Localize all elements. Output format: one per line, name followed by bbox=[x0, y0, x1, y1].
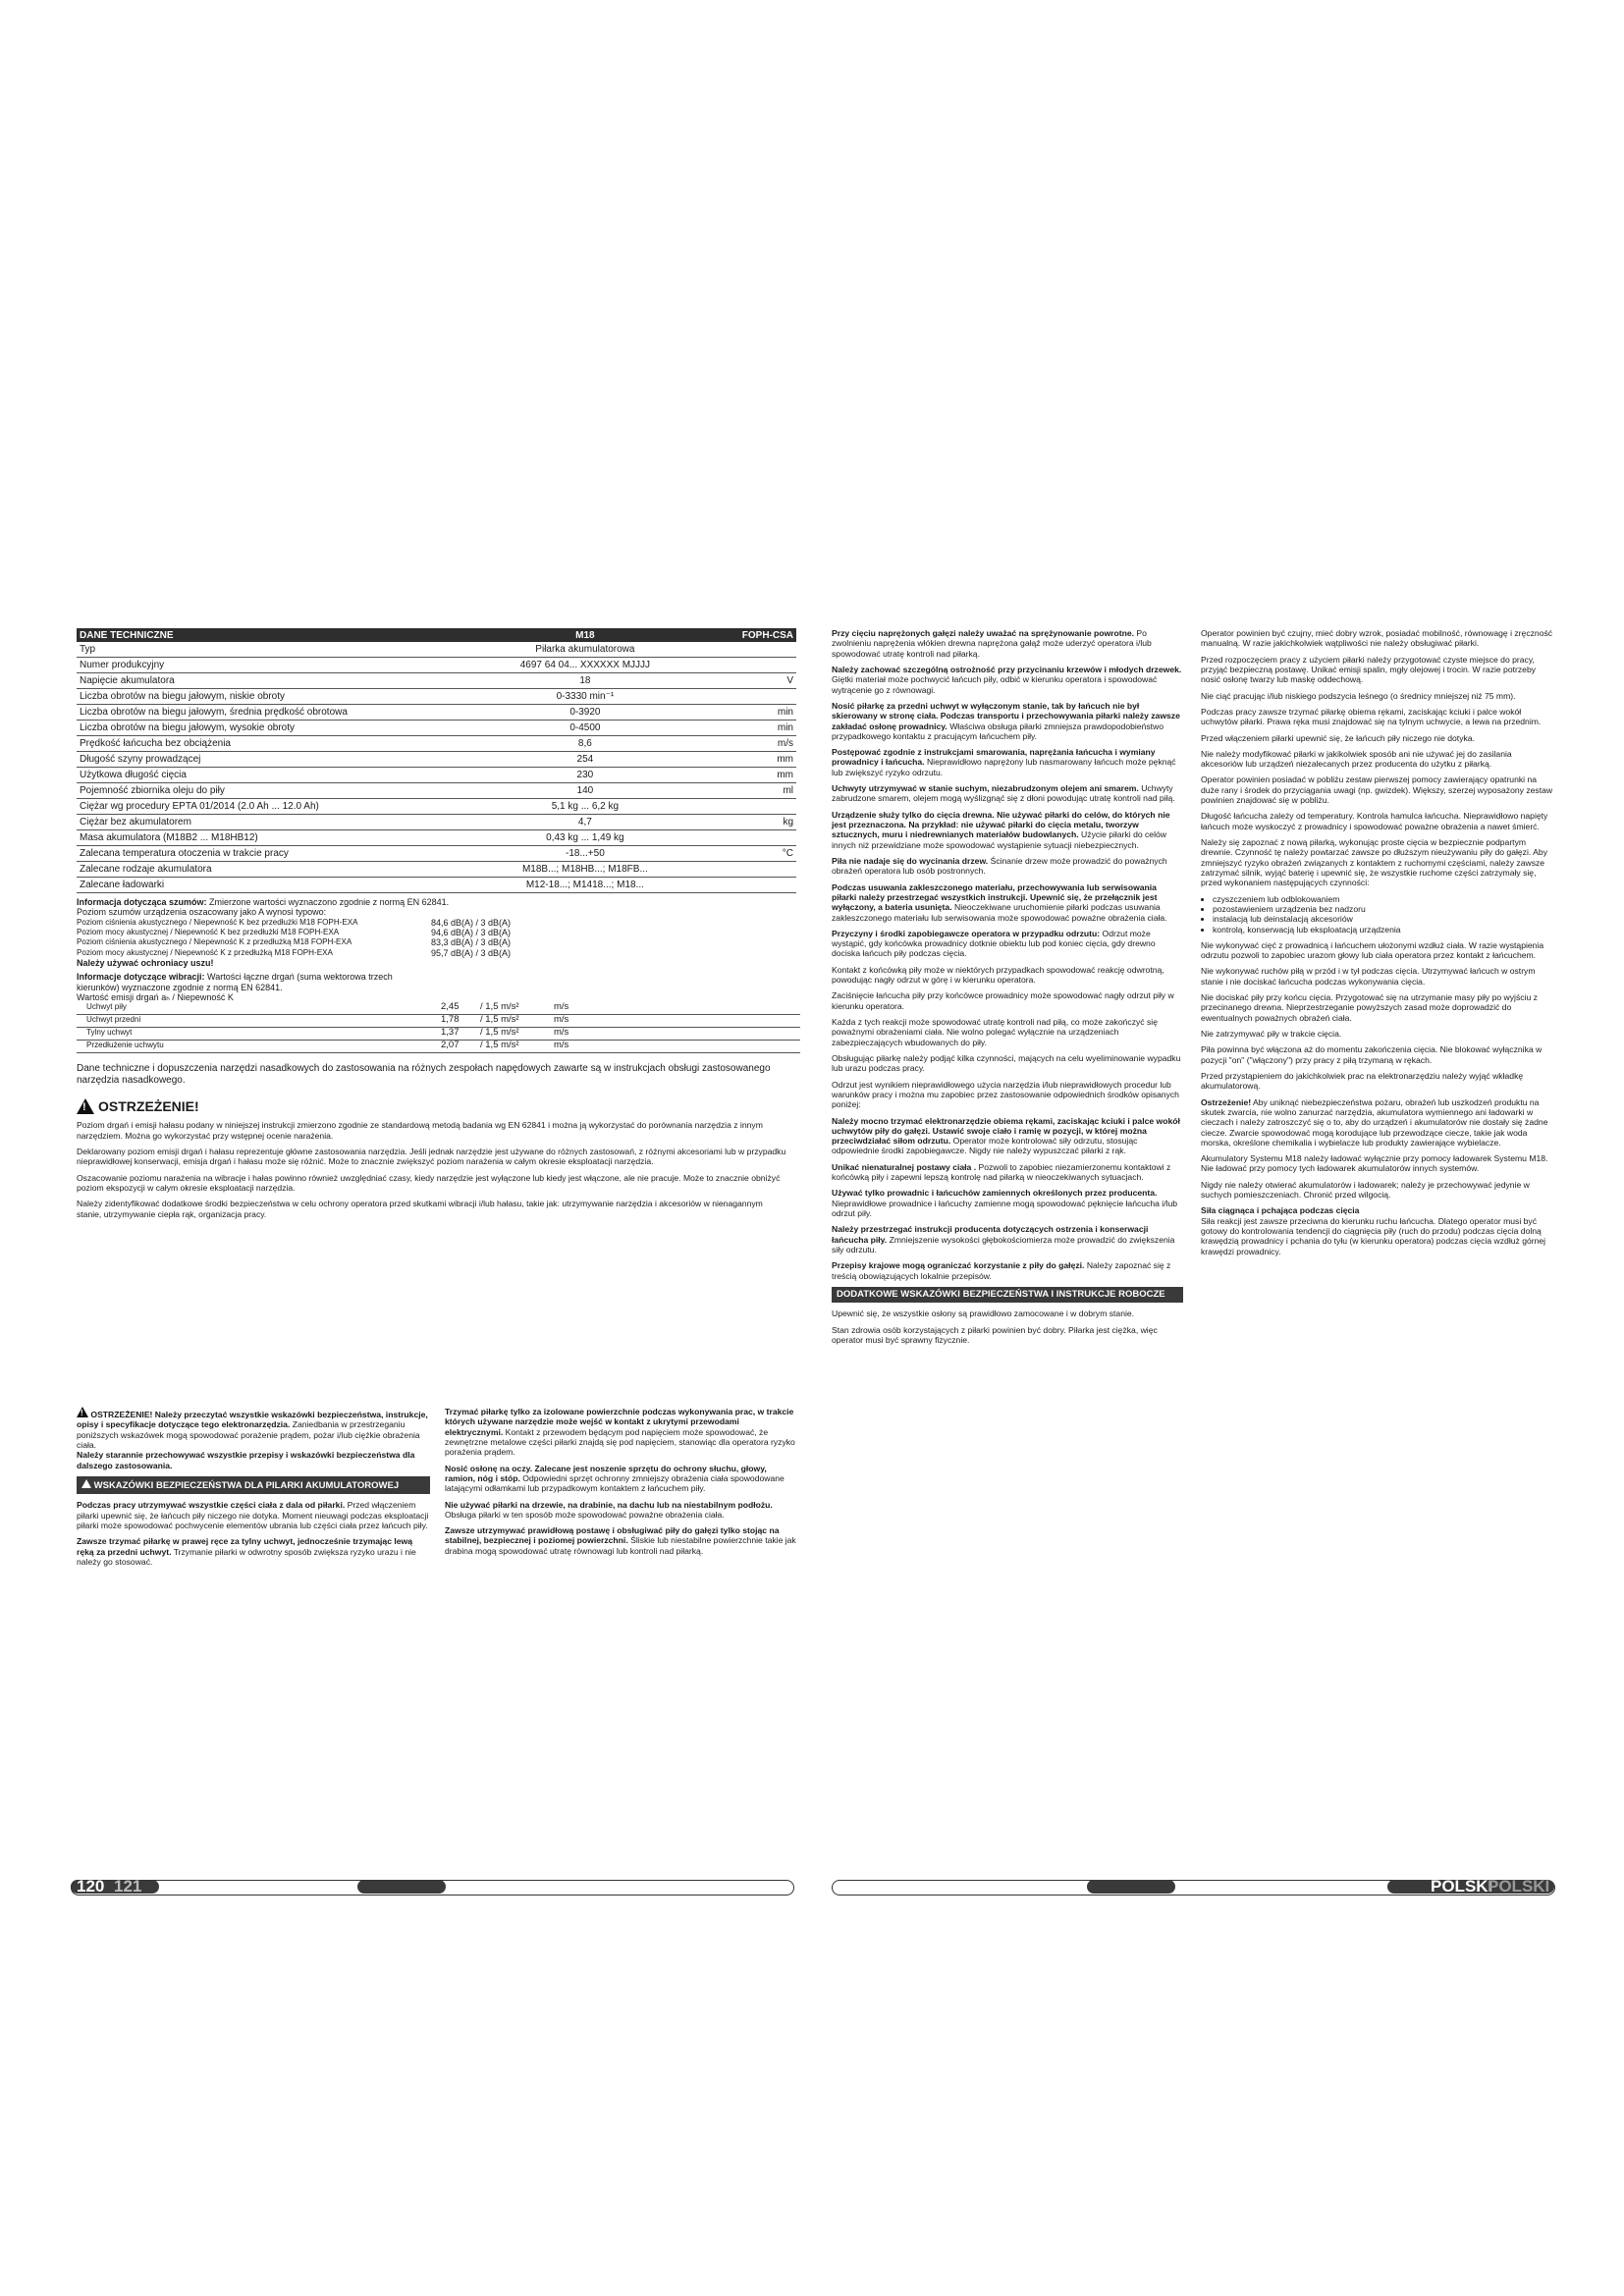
spec-row bbox=[77, 689, 796, 705]
col2-p1-rest: Kontakt z przewodem będącym pod napięciem może spowodować, że zewnętrzne metalowe części piłarki znajdą się pod napięciem, stanowiąc dla operatora ryzyko porażenia prądem. bbox=[445, 1426, 795, 1458]
safety-paragraph: Operator powinien posiadać w pobliżu zestaw pierwszej pomocy zawierający opatrunki na duże rany i środek do przyciągania uwagi (np. gwizdek). Większy, szerzej wyposażony zestaw powinien znajdować się w pobliżu. bbox=[1201, 774, 1553, 806]
safety-paragraph: Piła powinna być włączona aż do momentu zakończenia cięcia. Nie blokować wyłącznika w pozycji "on" ("włączony") przy pracy z piłą trzymaną w rękach. bbox=[1201, 1044, 1543, 1065]
spec-row bbox=[77, 799, 796, 815]
safety-paragraph-bold: Unikać nienaturalnej postawy ciała . bbox=[832, 1161, 977, 1172]
safety-paragraph: Długość łańcucha zależy od temperatury. Kontrola hamulca łańcucha. Nieprawidłowo napięty łańcuch może wyskoczyć z prowadnicy i spowodować poważne obrażenia a nawet śmierć. bbox=[1201, 811, 1548, 831]
section-heading bbox=[77, 1476, 430, 1494]
noise-row bbox=[77, 937, 800, 947]
spec-row bbox=[77, 642, 796, 658]
noise-value: 84,6 dB(A) / 3 dB(A) bbox=[431, 917, 512, 928]
vibration-value: 1,78 bbox=[441, 1014, 460, 1026]
col1-p1-bold: Podczas pracy utrzymywać wszystkie części ciała z dala od piłarki. bbox=[77, 1500, 346, 1511]
spec-row bbox=[77, 705, 796, 721]
col1-warn-rest: Zaniedbania w przestrzeganiu poniższych wskazówek mogą spowodować porażenie prądem, pożar i/lub ciężkie obrażenia ciała. bbox=[77, 1419, 420, 1450]
spec-row bbox=[77, 783, 796, 799]
safety-paragraph: Upewnić się, że wszystkie osłony są prawidłowo zamocowane i w dobrym stanie. bbox=[832, 1308, 1135, 1319]
spec-unit bbox=[739, 658, 796, 673]
safety-paragraph: Akumulatory Systemu M18 należy ładować wyłącznie przy pomocy ładowarek Systemu M18. Nie ładować przy pomocy tych ładowarek akumulatorów innych systemów. bbox=[1201, 1153, 1548, 1174]
safety-paragraph-bold: Piła nie nadaje się do wycinania drzew. bbox=[832, 855, 989, 866]
vibration-unit: m/s bbox=[554, 1014, 569, 1026]
safety-paragraph-text: Kontakt z końcówką piły może w niektórych przypadkach spowodować reakcję odwrotną, powodując nagły odrzut w górę i w kierunku operatora. bbox=[832, 964, 1164, 986]
safety-paragraph-bold: Przy cięciu naprężonych gałęzi należy uważać na sprężynowanie powrotne. bbox=[832, 628, 1135, 638]
safety-paragraph bbox=[832, 1188, 1183, 1218]
spec-unit: min bbox=[739, 705, 796, 721]
safety-paragraph bbox=[832, 783, 1183, 804]
spec-value: 0-4500 bbox=[431, 721, 739, 736]
safety-paragraph: Przed włączeniem piłarki upewnić się, że łańcuch piły niczego nie dotyka. bbox=[1201, 732, 1475, 743]
col2-p2-bold: Nosić osłonę na oczy. Zalecane jest noszenie sprzętu do ochrony słuchu, głowy, ramion, nóg i stóp. bbox=[445, 1463, 767, 1483]
safety-paragraph: Nie wykonywać ruchów piłą w przód i w tył podczas cięcia. Utrzymywać łańcuch w ostrym stanie i nie dociskać łańcucha podczas wykonywania cięcia. bbox=[1201, 966, 1536, 987]
col2-p4-rest: Śliskie lub niestabilne powierzchnie takie jak drabina mogą spowodować utratę równowagi lub kontroli nad piłarką. bbox=[445, 1535, 796, 1556]
safety-paragraph-text: Pozwoli to zapobiec niezamierzonemu kontaktowi z końcówką piły i zapewni lepszą kontrolę nad piłarką w nieoczekiwanych sytuacjach. bbox=[832, 1161, 1171, 1183]
spec-header-model: M18 bbox=[431, 628, 739, 642]
bullet-item: • czyszczeniem lub odblokowaniem bbox=[1213, 894, 1554, 904]
ear-protection: Należy używać ochroniacy uszu! bbox=[77, 958, 214, 969]
vibration-uncertainty: / 1,5 m/s² bbox=[480, 1027, 519, 1039]
warning-paragraph: Deklarowany poziom emisji drgań i hałasu reprezentuje główne zastosowania narzędzia. Jeśli jednak narzędzie jest używane do różnych zastosowań, z różnymi akcesoriami lub w przypadku nieprawidłowej konserwacji, emisja drgań i hałasu może się różnić. Może to znacznie zwiększyć poziom narażenia w całym okresie eksploatacji narzędzia. bbox=[77, 1147, 786, 1167]
spec-unit bbox=[739, 799, 796, 815]
spec-value: M12-18...; M1418...; M18... bbox=[431, 878, 739, 893]
spec-label: Zalecane rodzaje akumulatora bbox=[77, 862, 431, 878]
safety-paragraph-bold: Należy przestrzegać instrukcji producenta dotyczących ostrzenia i konserwacji łańcucha piły. bbox=[832, 1224, 1149, 1245]
spec-label: Liczba obrotów na biegu jałowym, niskie obroty bbox=[77, 689, 431, 705]
safety-paragraph bbox=[832, 990, 1183, 1011]
spec-label: Użytkowa długość cięcia bbox=[77, 768, 431, 783]
vibration-label: Przedłużenie uchwytu bbox=[86, 1041, 164, 1050]
noise-value: 94,6 dB(A) / 3 dB(A) bbox=[431, 928, 512, 938]
vibration-value: 2,45 bbox=[441, 1001, 460, 1013]
vibration-title-rest: Wartości łączne drgań (suma wektorowa trzech kierunków) wyznaczone zgodnie z normą EN 62841. bbox=[77, 972, 393, 992]
noise-label: Poziom mocy akustycznej / Niepewność K bez przedłużki M18 FOPH-EXA bbox=[77, 928, 340, 937]
spec-value: 4,7 bbox=[431, 815, 739, 830]
vibration-info bbox=[77, 972, 800, 1053]
safety-paragraph bbox=[832, 1017, 1183, 1047]
safety-paragraph: Nie należy modyfikować piłarki w jakikolwiek sposób ani nie używać jej do zasilania akcesoriów lub urządzeń niezalecanych przez producenta do użytku z piłarką. bbox=[1201, 748, 1512, 770]
noise-value: 83,3 dB(A) / 3 dB(A) bbox=[431, 937, 512, 948]
spec-unit bbox=[739, 830, 796, 846]
warning-icon: ! bbox=[77, 1407, 88, 1417]
spec-unit: min bbox=[739, 721, 796, 736]
spec-value: 0,43 kg ... 1,49 kg bbox=[431, 830, 739, 846]
spec-unit bbox=[739, 862, 796, 878]
spec-row bbox=[77, 768, 796, 783]
safety-paragraph bbox=[832, 1053, 1183, 1074]
warning-paragraph: Należy zidentyfikować dodatkowe środki bezpieczeństwa w celu ochrony operatora przed skutkami wibracji i/lub hałasu, takie jak: utrzymywanie narzędzia i akcesoriów w nienagannym stanie, utrzymywanie ciepła rąk, organizacja pracy. bbox=[77, 1199, 763, 1219]
noise-title-rest: Zmierzone wartości wyznaczono zgodnie z normą EN 62841. bbox=[206, 897, 450, 907]
spec-header-row bbox=[77, 628, 796, 642]
bullet-item: • pozostawieniem urządzenia bez nadzoru bbox=[1213, 904, 1554, 914]
spec-value: 8,6 bbox=[431, 736, 739, 752]
safety-paragraph bbox=[832, 1116, 1183, 1156]
safety-paragraph bbox=[832, 665, 1183, 695]
safety-paragraph-text: Użycie piłarki do celów innych niż przewidziane może spowodować wystąpienie sytuacji niebezpiecznych. bbox=[832, 829, 1166, 850]
spec-label: Liczba obrotów na biegu jałowym, wysokie obroty bbox=[77, 721, 431, 736]
spec-row bbox=[77, 736, 796, 752]
spec-label: Ciężar bez akumulatorem bbox=[77, 815, 431, 830]
safety-paragraph: Nie zatrzymywać piły w trakcie cięcia. bbox=[1201, 1029, 1342, 1039]
safety-paragraph-bold: Używać tylko prowadnic i łańcuchów zamiennych określonych przez producenta. bbox=[832, 1188, 1158, 1199]
noise-label: Poziom ciśnienia akustycznego / Niepewność K z przedłużką M18 FOPH-EXA bbox=[77, 937, 352, 947]
spec-value: 0-3330 min⁻¹ bbox=[431, 689, 739, 705]
safety-paragraph bbox=[832, 1162, 1183, 1183]
safety-paragraph: Należy się zapoznać z nową piłarką, wykonując proste cięcia w bezpiecznie podpartym drewnie. Czynność tę należy powtarzać zawsze po dłuższym nieużywaniu piły do gałęzi. Aby zmniejszyć ryzyko obrażeń związanych z kontaktem z ruchomymi częściami, należy zawsze zatrzymać silnik, wyjąć baterię i upewnić się, że wszystkie ruchome części zatrzymały się, przed wykonaniem następujących czynności: bbox=[1201, 837, 1547, 888]
noise-row bbox=[77, 918, 800, 928]
sub-heading: Siła ciągnąca i pchająca podczas cięcia bbox=[1201, 1205, 1360, 1216]
section-heading: DODATKOWE WSKAZÓWKI BEZPIECZEŃSTWA I INSTRUKCJE ROBOCZE bbox=[832, 1287, 1183, 1303]
right-col-1 bbox=[832, 628, 1183, 1351]
vibration-value: 1,37 bbox=[441, 1027, 460, 1039]
spec-header-title: DANE TECHNICZNE bbox=[77, 628, 431, 642]
page-number: 120 bbox=[77, 1877, 105, 1896]
left-col-2 bbox=[445, 1407, 798, 1562]
spec-unit: mm bbox=[739, 752, 796, 768]
noise-value: 95,7 dB(A) / 3 dB(A) bbox=[431, 947, 512, 958]
safety-paragraph-text: Należy zapoznać się z treścią obowiązujących lokalnie przepisów. bbox=[832, 1260, 1171, 1281]
language-label: POLSKI bbox=[1431, 1877, 1493, 1896]
safety-paragraph-text: Każda z tych reakcji może spowodować utratę kontroli nad piłą, co może zakończyć się poważnymi obrażeniami ciała. Nie wolno polegać wyłącznie na urządzeniach zabezpieczających wbudowanych do piły. bbox=[832, 1017, 1158, 1047]
col1-warn-bold2: Należy starannie przechowywać wszystkie przepisy i wskazówki bezpieczeństwa dla dalszego zastosowania. bbox=[77, 1450, 415, 1470]
bullet-item: • instalacją lub deinstalacją akcesoriów bbox=[1213, 914, 1554, 924]
spec-table bbox=[77, 628, 796, 893]
safety-paragraph bbox=[832, 1260, 1183, 1281]
vibration-uncertainty: / 1,5 m/s² bbox=[480, 1014, 519, 1026]
safety-paragraph-text: Nieprawidłowe prowadnice i łańcuchy zamienne mogą spowodować pęknięcie łańcucha i/lub odrzut piły. bbox=[832, 1198, 1178, 1218]
spec-label: Zalecana temperatura otoczenia w trakcie pracy bbox=[77, 846, 431, 862]
safety-paragraph-text: Zaciśnięcie łańcucha piły przy końcówce prowadnicy może spowodować nagły odrzut piły w kierunku operatora. bbox=[832, 990, 1174, 1011]
vibration-label: Uchwyt piły bbox=[86, 1002, 127, 1012]
spec-row bbox=[77, 721, 796, 736]
vibration-value: 2,07 bbox=[441, 1040, 460, 1051]
spec-label: Masa akumulatora (M18B2 ... M18HB12) bbox=[77, 830, 431, 846]
left-footer bbox=[71, 1877, 797, 1896]
noise-row bbox=[77, 928, 800, 937]
warning-icon bbox=[81, 1479, 91, 1488]
footer-bar bbox=[1087, 1880, 1175, 1894]
spec-value: 140 bbox=[431, 783, 739, 799]
spec-value: M18B...; M18HB...; M18FB... bbox=[431, 862, 739, 878]
spec-unit: V bbox=[739, 673, 796, 689]
spec-value: 230 bbox=[431, 768, 739, 783]
page-number-ghost: 121 bbox=[114, 1877, 142, 1896]
safety-paragraph-bold: Przyczyny i środki zapobiegawcze operatora w przypadku odrzutu: bbox=[832, 928, 1101, 938]
safety-paragraph bbox=[832, 1080, 1183, 1110]
spec-row bbox=[77, 846, 796, 862]
spec-label: Pojemność zbiornika oleju do piły bbox=[77, 783, 431, 799]
col2-p2-rest: Odpowiedni sprzęt ochronny zmniejszy obrażenia ciała spowodowane latającymi odłamkami lub przypadkowym kontaktem z łańcuchem piły. bbox=[445, 1472, 785, 1494]
spec-unit: °C bbox=[739, 846, 796, 862]
safety-paragraph-text: Nieprawidłowo naprężony lub nasmarowany łańcuch może pęknąć lub zwiększyć ryzyko odrzutu. bbox=[832, 757, 1176, 777]
safety-paragraph-text: Zmniejszenie wysokości głębokościomierza może prowadzić do zwiększenia siły odrzutu. bbox=[832, 1234, 1175, 1255]
safety-paragraph: Nie dociskać piły przy końcu cięcia. Przygotować się na utrzymanie masy piły po wyjściu z przecinanego drewna. Nieprzestrzeganie powyższych zasad może doprowadzić do ewentualnych poważnych obrażeń ciała. bbox=[1201, 992, 1538, 1023]
safety-paragraph-text: Po zwolnieniu naprężenia włókien drewna naprężona gałąź może uderzyć operatora i/lub spowodować utratę kontroli nad piłarką. bbox=[832, 628, 1152, 659]
spec-value: -18...+50 bbox=[431, 846, 739, 862]
spec-row bbox=[77, 815, 796, 830]
safety-paragraph-bold: Urządzenie służy tylko do cięcia drewna. Nie używać piłarki do celów, do których nie jest przeznaczona. Na przykład: nie używać piłarki do cięcia metalu, tworzyw sztucznych, muru i niedrewnianych materiałów budowlanych. bbox=[832, 809, 1170, 840]
warning-paragraph: Poziom drgań i emisji hałasu podany w niniejszej instrukcji zmierzono zgodnie ze standardową metodą badania wg EN 62841 i można ją wykorzystać do porównania narzędzia z innym narzędziem. Można go wykorzystać przy wstępnej ocenie narażenia. bbox=[77, 1120, 763, 1141]
right-col-2 bbox=[1201, 628, 1554, 1262]
safety-paragraph-bold: Należy mocno trzymać elektronarzędzie obiema rękami, zaciskając kciuki i palce wokół uchwytów piły do gałęzi. Ustawić swoje ciało i ramię w pozycji, w której można przeciwdziałać siłom odrzutu. bbox=[832, 1115, 1180, 1147]
vibration-uncertainty: / 1,5 m/s² bbox=[480, 1001, 519, 1013]
safety-paragraph bbox=[832, 628, 1183, 659]
warn-bold: Ostrzeżenie! bbox=[1201, 1096, 1252, 1107]
spec-label: Numer produkcyjny bbox=[77, 658, 431, 673]
vibration-unit: m/s bbox=[554, 1040, 569, 1051]
safety-paragraph-text: Odrzut jest wynikiem nieprawidłowego użycia narzędzia i/lub nieprawidłowych procedur lub warunków pracy i można mu zapobiec przez zastosowanie odpowiednich środków opisanych poniżej: bbox=[832, 1079, 1179, 1110]
safety-paragraph bbox=[832, 856, 1183, 877]
warning-heading bbox=[77, 1098, 800, 1114]
warn-rest: Aby uniknąć niebezpieczeństwa pożaru, obrażeń lub uszkodzeń produktu na skutek zwarcia, nie wolno zanurzać narzędzia, akumulatora wymiennego ani ładowarki w cieczach i należy zatroszczyć się o to, aby do urządzeń i akumulatorów nie dostały się żadne ciecze. Zwarcie spowodować mogą korodujące lub przewodzące ciecze, takie jak woda morska, określone chemikalia i wybielacze lub produkty zawierające wybielacze. bbox=[1201, 1096, 1548, 1148]
spec-row bbox=[77, 658, 796, 673]
spec-label: Napięcie akumulatora bbox=[77, 673, 431, 689]
right-footer bbox=[832, 1877, 1558, 1896]
noise-row bbox=[77, 948, 800, 958]
safety-paragraph-bold: Uchwyty utrzymywać w stanie suchym, niezabrudzonym olejem ani smarem. bbox=[832, 783, 1139, 794]
spec-unit: kg bbox=[739, 815, 796, 830]
safety-paragraph-text: Operator może kontrolować siły odrzutu, stosując odpowiednie środki zapobiegawcze. Nigdy nie należy wypuszczać piłarki z rąk. bbox=[832, 1136, 1138, 1156]
vibration-label: Uchwyt przedni bbox=[86, 1015, 141, 1025]
bullet-item: • kontrolą, konserwacją lub eksploatacją urządzenia bbox=[1213, 925, 1554, 934]
safety-paragraph-bold: Podczas usuwania zakleszczonego materiału, przechowywania lub serwisowania piłarki należy przestrzegać wszystkich instrukcji. Upewnić się, że przełącznik jest wyłączony, a bateria usunięta. bbox=[832, 881, 1158, 913]
vibration-label: Tylny uchwyt bbox=[86, 1028, 133, 1038]
col1-p2-bold: Zawsze trzymać piłarkę w prawej ręce za tylny uchwyt, jednocześnie trzymając lewą ręką za przedni uchwyt. bbox=[77, 1536, 412, 1557]
vibration-title: Informacje dotyczące wibracji: bbox=[77, 972, 205, 983]
spec-unit bbox=[739, 689, 796, 705]
safety-paragraph-text: Ścinanie drzew może prowadzić do poważnych obrażeń operatora lub osób postronnych. bbox=[832, 855, 1167, 877]
vibration-row bbox=[77, 1028, 800, 1041]
spec-row bbox=[77, 752, 796, 768]
vibration-intro: Wartość emisji drgań aₕ / Niepewność K bbox=[77, 992, 234, 1003]
safety-paragraph: Przed przystąpieniem do jakichkolwiek prac na elektronarzędziu należy wyjąć wkładkę akumulatorową. bbox=[1201, 1070, 1524, 1092]
vibration-unit: m/s bbox=[554, 1027, 569, 1039]
spec-value: 4697 64 04... XXXXXX MJJJJ bbox=[431, 658, 739, 673]
safety-paragraph bbox=[832, 747, 1183, 777]
safety-paragraph: Podczas pracy zawsze trzymać piłarkę obiema rękami, zaciskając kciuki i palce wokół uchwytów piłarki. Prawa ręka musi znajdować się na tylnym uchwycie, a lewa na przednim. bbox=[1201, 706, 1542, 727]
safety-paragraph: Nigdy nie należy otwierać akumulatorów i ładowarek; należy je przechowywać jedynie w suchych pomieszczeniach. Chronić przed wilgocią. bbox=[1201, 1179, 1530, 1201]
safety-paragraph-text: Uchwyty zabrudzone smarem, olejem mogą wyślizgnąć się z dłoni powodując utratę kontroli nad piłą. bbox=[832, 783, 1175, 804]
safety-paragraph: Przed rozpoczęciem pracy z użyciem piłarki należy przygotować czyste miejsce do pracy, przyjąć bezpieczną postawę. Unikać emisji spalin, mgły olejowej i trocin. W razie potrzeby nosić osłonę twarzy lub maskę oddechową. bbox=[1201, 654, 1537, 685]
warning-paragraph: Oszacowanie poziomu narażenia na wibracje i hałas powinno również uwzględniać czasy, kiedy narzędzie jest wyłączone lub kiedy jest włączone, ale nie pracuje. Może to znacznie obniżyć poziom ekspozycji w całym okresie eksploatacji narzędzia. bbox=[77, 1172, 781, 1193]
spec-row bbox=[77, 830, 796, 846]
col1-p1-rest: Przed włączeniem piłarki upewnić się, że łańcuch piły niczego nie dotyka. Moment nieuwagi podczas eksploatacji piłarki może spowodować pochwycenie elementów ubrania lub części ciała przez łańcuch piły. bbox=[77, 1500, 429, 1530]
spec-value: 0-3920 bbox=[431, 705, 739, 721]
safety-paragraph-text: Giętki materiał może pochwycić łańcuch piły, odbić w kierunku operatora i spowodować wytrącenie go z równowagi. bbox=[832, 674, 1158, 695]
spec-label: Ciężar wg procedury EPTA 01/2014 (2.0 Ah ... 12.0 Ah) bbox=[77, 799, 431, 815]
warning-title: OSTRZEŻENIE! bbox=[98, 1098, 199, 1115]
safety-paragraph-text: Odrzut może wystąpić, gdy końcówka prowadnicy dotknie obiektu lub pod koniec cięcia, gdy drewno dociska łańcuch piły podczas cięcia. bbox=[832, 928, 1156, 959]
spec-label: Długość szyny prowadzącej bbox=[77, 752, 431, 768]
noise-title: Informacja dotycząca szumów: bbox=[77, 897, 207, 907]
spec-row bbox=[77, 878, 796, 893]
col2-p1-bold: Trzymać piłarkę tylko za izolowane powierzchnie podczas wykonywania prac, w trakcie których używane narzędzie może wejść w kontakt z ukrytymi przewodami elektrycznymi. bbox=[445, 1407, 794, 1437]
spec-label: Typ bbox=[77, 642, 431, 658]
spec-unit bbox=[739, 642, 796, 658]
safety-paragraph: Operator powinien być czujny, mieć dobry wzrok, posiadać mobilność, równowagę i zręczność manualną. W razie jakichkolwiek wątpliwości nie należy obsługiwać piłarki. bbox=[1201, 628, 1553, 649]
spec-label: Liczba obrotów na biegu jałowym, średnia prędkość obrotowa bbox=[77, 705, 431, 721]
safety-paragraph: Nie ciąć pracując i/lub niskiego podszycia leśnego (o średnicy mniejszej niż 75 mm). bbox=[1201, 690, 1516, 701]
spec-label: Prędkość łańcucha bez obciążenia bbox=[77, 736, 431, 752]
vibration-uncertainty: / 1,5 m/s² bbox=[480, 1040, 519, 1051]
spec-unit bbox=[739, 878, 796, 893]
col1-warn-bold: OSTRZEŻENIE! Należy przeczytać wszystkie wskazówki bezpieczeństwa, instrukcje, opisy i specyfikacje dotyczące tego elektronarzędzia. bbox=[77, 1410, 428, 1430]
col2-p4-bold: Zawsze utrzymywać prawidłową postawę i obsługiwać piły do gałęzi tylko stojąc na stabilnej, bezpiecznej i poziomej powierzchni. bbox=[445, 1525, 780, 1546]
vibration-row bbox=[77, 1015, 800, 1028]
safety-paragraph-bold: Przepisy krajowe mogą ograniczać korzystanie z piły do gałęzi. bbox=[832, 1260, 1085, 1271]
warning-icon: ! bbox=[77, 1098, 94, 1114]
col2-p3-rest: Obsługa piłarki w ten sposób może spowodować poważne obrażenia ciała. bbox=[445, 1509, 725, 1520]
safety-paragraph bbox=[832, 1224, 1183, 1255]
sub-text: Siła reakcji jest zawsze przeciwna do kierunku ruchu łańcucha. Dlatego operator musi być gotowy do kontrolowania tendencji do ciągnięcia piły (ruch do przodu) podczas cięcia dolną krawędzią prowadnicy i pchania do tyłu (w kierunku operatora) podczas cięcia wzdłuż górnej krawędzi prowadnicy. bbox=[1201, 1215, 1546, 1256]
col2-p3-bold: Nie używać piłarki na drzewie, na drabinie, na dachu lub na niestabilnym podłożu. bbox=[445, 1499, 773, 1510]
spec-value: 5,1 kg ... 6,2 kg bbox=[431, 799, 739, 815]
noise-info bbox=[77, 897, 800, 968]
language-ghost: POLSKI bbox=[1488, 1877, 1550, 1896]
spec-unit: ml bbox=[739, 783, 796, 799]
safety-paragraph-bold: Nosić piłarkę za przedni uchwyt w wyłączonym stanie, tak by łańcuch nie był skierowany w stronę ciała. Podczas transportu i przechowywania piłarki należy zawsze zakładać osłonę prowadnicy. bbox=[832, 700, 1180, 731]
safety-paragraph bbox=[832, 965, 1183, 986]
spec-row bbox=[77, 673, 796, 689]
spec-unit: m/s bbox=[739, 736, 796, 752]
safety-paragraph bbox=[832, 701, 1183, 741]
safety-paragraph: Stan zdrowia osób korzystających z piłarki powinien być dobry. Piłarka jest ciężka, więc operator musi być sprawny fizycznie. bbox=[832, 1324, 1158, 1345]
spec-value: Piłarka akumulatorowa bbox=[431, 642, 739, 658]
tech-note: Dane techniczne i dopuszczenia narzędzi nasadkowych do zastosowania na różnych zespołach napędowych zawarte są w instrukcjach obsługi zastosowanego narzędzia nasadkowego. bbox=[77, 1063, 771, 1087]
spec-unit: mm bbox=[739, 768, 796, 783]
safety-paragraph-text: Obsługując piłarkę należy podjąć kilka czynności, mających na celu wyeliminowanie wypadku lub urazu podczas pracy. bbox=[832, 1052, 1181, 1074]
safety-paragraph-bold: Postępować zgodnie z instrukcjami smarowania, naprężania łańcucha i wymiany prowadnicy i łańcucha. bbox=[832, 747, 1156, 768]
safety-paragraph-text: Właściwa obsługa piłarki zmniejsza prawdopodobieństwo przypadkowego kontaktu z pracującym łańcuchem piły. bbox=[832, 721, 1164, 741]
spec-label: Zalecane ładowarki bbox=[77, 878, 431, 893]
noise-intro: Poziom szumów urządzenia oszacowany jako A wynosi typowo: bbox=[77, 907, 327, 918]
left-col-1 bbox=[77, 1407, 430, 1573]
left-page bbox=[77, 628, 800, 1896]
noise-label: Poziom ciśnienia akustycznego / Niepewność K bez przedłużki M18 FOPH-EXA bbox=[77, 917, 358, 927]
vibration-unit: m/s bbox=[554, 1001, 569, 1013]
noise-label: Poziom mocy akustycznej / Niepewność K z przedłużką M18 FOPH-EXA bbox=[77, 947, 333, 957]
safety-paragraph-text: Nieoczekiwane uruchomienie piłarki podczas usuwania zakleszczonego materiału lub serwisowania może spowodować poważne obrażenia ciała. bbox=[832, 902, 1167, 923]
safety-paragraph bbox=[832, 810, 1183, 850]
vibration-row bbox=[77, 1002, 800, 1015]
spec-value: 18 bbox=[431, 673, 739, 689]
spec-value: 254 bbox=[431, 752, 739, 768]
bullet-list bbox=[1201, 894, 1554, 934]
spec-row bbox=[77, 862, 796, 878]
footer-rule bbox=[71, 1880, 794, 1896]
safety-paragraph bbox=[832, 882, 1183, 923]
safety-paragraph bbox=[832, 929, 1183, 959]
safety-paragraph-bold: Należy zachować szczególną ostrożność przy przycinaniu krzewów i młodych drzewek. bbox=[832, 664, 1182, 674]
col1-p2-rest: Trzymanie piłarki w odwrotny sposób zwiększa ryzyko urazu i nie należy go stosować. bbox=[77, 1546, 416, 1567]
safety-paragraph: Nie wykonywać cięć z prowadnicą i łańcuchem ułożonymi wzdłuż ciała. W razie wystąpienia odrzutu pozwoli to zapobiec urazom głowy lub ciała operatora przez kontakt z łańcuchem. bbox=[1201, 939, 1544, 961]
spec-header-variant: FOPH-CSA bbox=[739, 628, 796, 642]
vibration-row bbox=[77, 1041, 800, 1053]
col1-sec-head: WSKAZÓWKI BEZPIECZEŃSTWA DLA PILARKI AKUMULATOROWEJ bbox=[93, 1479, 400, 1491]
